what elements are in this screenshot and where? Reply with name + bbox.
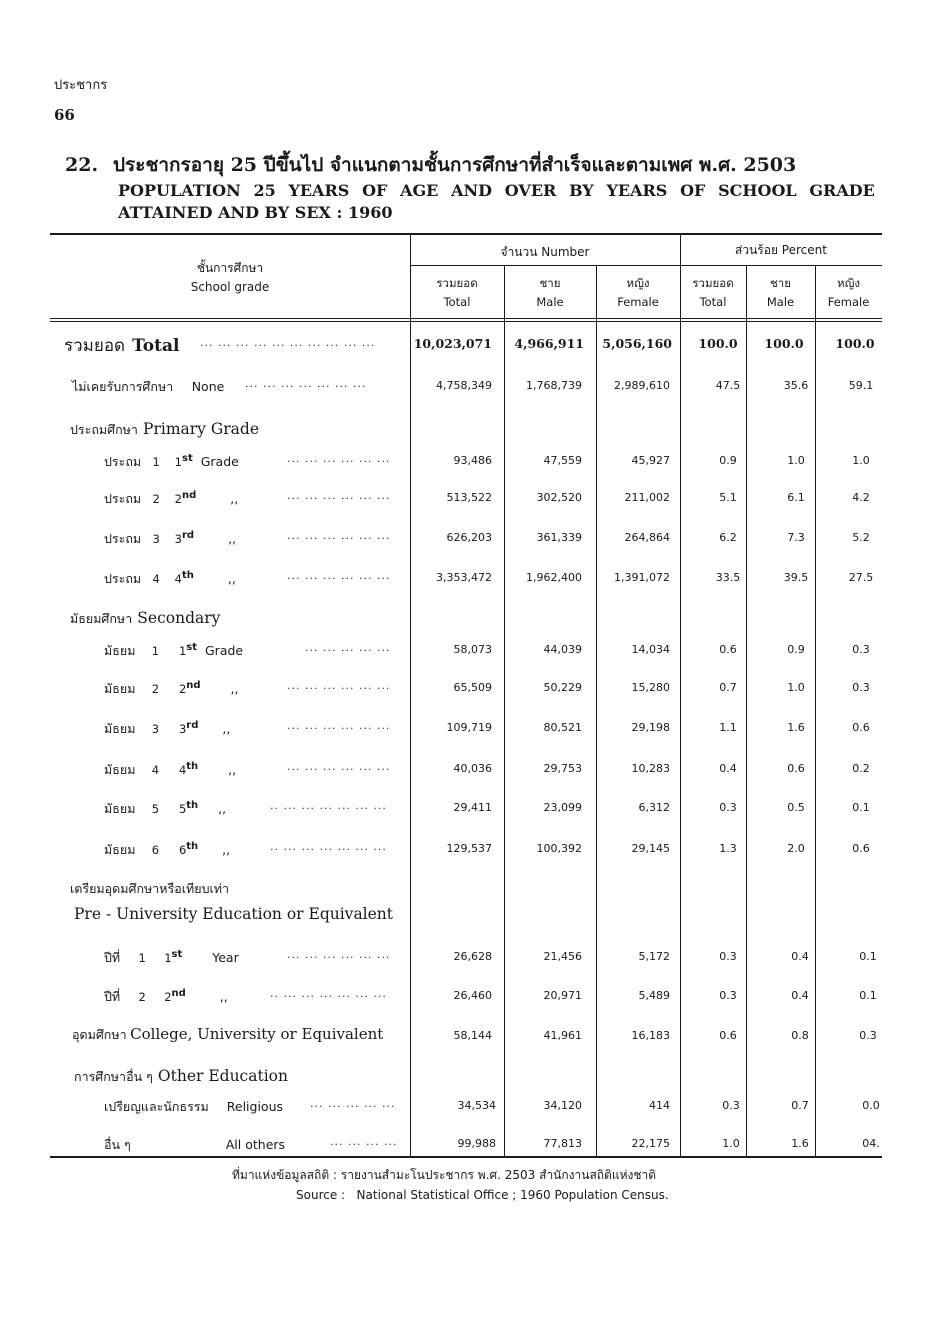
header-bottom-rule xyxy=(50,318,882,319)
cell-female: 29,145 xyxy=(631,842,670,855)
cell-total: 129,537 xyxy=(446,842,492,855)
row-label xyxy=(104,948,239,968)
row-ordinal: 3rd xyxy=(174,530,195,546)
col-header-en: Female xyxy=(827,295,870,309)
number-group-header: จำนวน Number xyxy=(500,245,590,259)
cell-male: 44,039 xyxy=(543,643,582,656)
row-label xyxy=(104,1135,285,1155)
row-label-thai: มัธยม xyxy=(104,681,136,696)
row-ordinal: 5th xyxy=(178,800,199,816)
row-label xyxy=(64,332,179,359)
cell-pct-female: 0.6 xyxy=(852,842,870,855)
cell-pct-total: 1.3 xyxy=(719,842,737,855)
col-header-th: รวมยอด xyxy=(436,276,478,290)
cell-male: 50,229 xyxy=(543,681,582,694)
cell-total: 109,719 xyxy=(446,721,492,734)
cell-female: 264,864 xyxy=(624,531,670,544)
table-row xyxy=(0,377,941,399)
row-label-english: Year xyxy=(212,950,239,965)
cell-female: 15,280 xyxy=(631,681,670,694)
title-word: SCHOOL xyxy=(718,181,797,200)
leader-dots: ... ... ... ... ... ... xyxy=(287,452,391,465)
row-label xyxy=(104,529,236,549)
cell-pct-male: 1.6 xyxy=(791,1137,809,1150)
row-number: 6 xyxy=(151,843,160,857)
row-label-thai: ประถม xyxy=(104,531,142,546)
col-header-male xyxy=(504,274,596,312)
col-header-th: หญิง xyxy=(837,276,860,290)
row-label-thai: ปีที่ xyxy=(104,950,121,965)
row-ordinal: 4th xyxy=(178,761,199,777)
title-english-line2: ATTAINED AND BY SEX : 1960 xyxy=(118,203,393,222)
stub-header xyxy=(150,259,310,297)
cell-pct-total: 0.6 xyxy=(719,1029,737,1042)
title-thai-text: ประชากรอายุ 25 ปีขึ้นไป จำแนกตามชั้นการศึกษาที่สำเร็จและตามเพศ พ.ศ. 2503 xyxy=(113,154,797,176)
cell-male: 21,456 xyxy=(543,950,582,963)
col-header-pct-total xyxy=(680,274,746,312)
source-label: Source : xyxy=(296,1188,346,1202)
col-header-en: Total xyxy=(699,295,727,309)
row-label xyxy=(104,719,230,739)
page-number: 66 xyxy=(54,106,75,124)
cell-pct-total: 0.3 xyxy=(719,801,737,814)
leader-dots: ... ... ... ... ... ... xyxy=(287,489,391,502)
title-word: OF xyxy=(680,181,706,200)
stub-header-english: School grade xyxy=(190,280,270,294)
cell-pct-male: 7.3 xyxy=(787,531,805,544)
row-label-thai: มัธยม xyxy=(104,801,136,816)
leader-dots: ... ... ... ... ... ... ... xyxy=(245,377,367,390)
leader-dots: .. ... ... ... ... ... ... xyxy=(270,799,387,812)
row-label-thai: อื่น ๆ xyxy=(104,1137,131,1152)
cell-female: 414 xyxy=(649,1099,670,1112)
cell-total: 40,036 xyxy=(453,762,492,775)
title-word: YEARS xyxy=(606,181,668,200)
cell-pct-female: 59.1 xyxy=(848,379,874,392)
stub-header-thai: ชั้นการศึกษา xyxy=(196,261,264,275)
col-header-female xyxy=(596,274,680,312)
col-header-pct-male xyxy=(746,274,815,312)
table-top-rule xyxy=(50,233,882,235)
number-group-rule xyxy=(410,265,680,266)
cell-pct-female: 0.3 xyxy=(852,681,870,694)
row-label-thai: มัธยม xyxy=(104,721,136,736)
row-label xyxy=(104,840,230,860)
header-bottom-rule-2 xyxy=(50,321,882,322)
cell-male: 1,962,400 xyxy=(526,571,582,584)
row-label xyxy=(104,569,236,589)
row-label xyxy=(104,987,228,1007)
cell-pct-male: 1.0 xyxy=(787,681,805,694)
leader-dots: ... ... ... ... ... ... xyxy=(287,760,391,773)
row-ordinal: 2nd xyxy=(178,680,201,696)
cell-pct-female: 0.1 xyxy=(852,801,870,814)
cell-pct-male: 0.8 xyxy=(791,1029,809,1042)
row-label-english: Total xyxy=(132,336,180,356)
table-row xyxy=(0,1135,941,1157)
leader-dots: ... ... ... ... ... ... xyxy=(287,719,391,732)
cell-pct-female: 27.5 xyxy=(848,571,874,584)
cell-male: 77,813 xyxy=(543,1137,582,1150)
section-heading-english: Pre - University Education or Equivalent xyxy=(74,905,394,923)
cell-pct-female: 0.1 xyxy=(859,989,877,1002)
row-number: 3 xyxy=(151,722,160,736)
table-row-total xyxy=(0,334,941,356)
leader-dots: .. ... ... ... ... ... ... xyxy=(270,987,387,1000)
row-label-english: ,, xyxy=(222,842,231,857)
cell-pct-male: 0.4 xyxy=(791,989,809,1002)
title-word: AND xyxy=(451,181,493,200)
row-number: 1 xyxy=(151,644,160,658)
title-english-line1 xyxy=(118,180,875,202)
cell-female: 5,489 xyxy=(638,989,670,1002)
row-label-english: ,, xyxy=(227,571,236,586)
cell-total: 93,486 xyxy=(453,454,492,467)
section-heading-other-education xyxy=(74,1066,288,1087)
table-row xyxy=(0,679,941,701)
column-divider xyxy=(596,266,597,1156)
leader-dots: ... ... ... ... ... xyxy=(305,641,391,654)
cell-pct-male: 6.1 xyxy=(787,491,805,504)
section-heading-thai: มัธยมศึกษา xyxy=(70,611,133,626)
leader-dots: .. ... ... ... ... ... ... xyxy=(270,840,387,853)
cell-male: 41,961 xyxy=(543,1029,582,1042)
cell-pct-male: 1.6 xyxy=(787,721,805,734)
cell-female: 5,172 xyxy=(638,950,670,963)
cell-pct-female: 100.0 xyxy=(835,336,875,351)
col-header-en: Female xyxy=(617,295,659,309)
row-label-thai: มัธยม xyxy=(104,842,136,857)
row-ordinal: 1st xyxy=(178,642,197,658)
row-label-thai: ไม่เคยรับการศึกษา xyxy=(72,379,174,394)
row-label-thai: เปรียญและนักธรรม xyxy=(104,1099,209,1114)
row-label-thai: ปีที่ xyxy=(104,989,121,1004)
row-label-thai: มัธยม xyxy=(104,643,136,658)
cell-male: 20,971 xyxy=(543,989,582,1002)
col-header-pct-female xyxy=(815,274,882,312)
source-note-thai: ที่มาแห่งข้อมูลสถิติ : รายงานสำมะโนประชากร พ.ศ. 2503 สำนักงานสถิติแห่งชาติ xyxy=(232,1168,657,1182)
cell-pct-total: 0.3 xyxy=(719,989,737,1002)
cell-total: 58,144 xyxy=(453,1029,492,1042)
cell-pct-female: 1.0 xyxy=(852,454,870,467)
leader-dots: ... ... ... ... ... ... ... ... ... ... xyxy=(200,336,376,349)
row-number: 4 xyxy=(152,572,160,586)
table-row xyxy=(0,569,941,591)
cell-total: 26,628 xyxy=(453,950,492,963)
cell-female: 1,391,072 xyxy=(614,571,670,584)
cell-male: 23,099 xyxy=(543,801,582,814)
row-label-thai: อุดมศึกษา xyxy=(72,1027,127,1042)
cell-male: 80,521 xyxy=(543,721,582,734)
col-header-th: หญิง xyxy=(626,276,650,290)
title-word: POPULATION xyxy=(118,181,241,200)
cell-female: 22,175 xyxy=(631,1137,670,1150)
row-label-english: Grade xyxy=(200,454,239,469)
cell-total: 626,203 xyxy=(446,531,492,544)
table-row xyxy=(0,489,941,511)
cell-male: 34,120 xyxy=(543,1099,582,1112)
cell-pct-total: 0.6 xyxy=(719,643,737,656)
table-row xyxy=(0,987,941,1009)
cell-pct-total: 47.5 xyxy=(715,379,741,392)
leader-dots: ... ... ... ... ... ... xyxy=(287,529,391,542)
cell-male: 302,520 xyxy=(536,491,582,504)
percent-group-header: ส่วนร้อย Percent xyxy=(735,243,827,257)
cell-pct-female: 0.0 xyxy=(862,1099,880,1112)
cell-pct-male: 0.7 xyxy=(791,1099,809,1112)
cell-female: 2,989,610 xyxy=(614,379,670,392)
table-row xyxy=(0,452,941,474)
cell-pct-male: 2.0 xyxy=(787,842,805,855)
title-word: OF xyxy=(362,181,388,200)
row-number: 1 xyxy=(138,951,146,965)
leader-dots: ... ... ... ... ... ... xyxy=(287,948,391,961)
title-word: OVER xyxy=(504,181,557,200)
cell-male: 4,966,911 xyxy=(514,336,584,351)
cell-pct-female: 04. xyxy=(862,1137,880,1150)
row-label-english: ,, xyxy=(218,801,227,816)
row-label xyxy=(104,679,239,699)
cell-pct-male: 100.0 xyxy=(764,336,804,351)
col-header-en: Total xyxy=(443,295,471,309)
title-word: AGE xyxy=(400,181,439,200)
row-label xyxy=(72,1025,383,1045)
table-row xyxy=(0,1097,941,1119)
row-number: 4 xyxy=(151,763,160,777)
row-label-english: ,, xyxy=(228,531,237,546)
row-label xyxy=(104,452,239,472)
cell-total: 10,023,071 xyxy=(413,336,492,351)
cell-pct-female: 0.3 xyxy=(852,643,870,656)
table-row xyxy=(0,799,941,821)
cell-male: 47,559 xyxy=(543,454,582,467)
cell-pct-total: 0.3 xyxy=(722,1099,740,1112)
cell-female: 29,198 xyxy=(631,721,670,734)
row-ordinal: 2nd xyxy=(174,490,197,506)
cell-total: 3,353,472 xyxy=(436,571,492,584)
leader-dots: ... ... ... ... ... xyxy=(310,1097,396,1110)
cell-male: 29,753 xyxy=(543,762,582,775)
table-number: 22. xyxy=(65,154,99,176)
cell-pct-male: 0.5 xyxy=(787,801,805,814)
cell-total: 29,411 xyxy=(453,801,492,814)
section-heading-thai: การศึกษาอื่น ๆ xyxy=(74,1069,153,1084)
cell-pct-total: 0.4 xyxy=(719,762,737,775)
row-label-english: ,, xyxy=(230,681,239,696)
cell-pct-total: 5.1 xyxy=(719,491,737,504)
row-label-thai: ประถม xyxy=(104,491,142,506)
row-ordinal: 1st xyxy=(174,453,193,469)
row-label xyxy=(104,760,236,780)
cell-total: 99,988 xyxy=(457,1137,496,1150)
section-heading-pre-university xyxy=(70,879,393,923)
col-header-th: ชาย xyxy=(769,276,791,290)
cell-female: 10,283 xyxy=(631,762,670,775)
row-label xyxy=(104,1097,283,1117)
cell-pct-male: 1.0 xyxy=(787,454,805,467)
row-label-english: ,, xyxy=(222,721,231,736)
cell-pct-male: 35.6 xyxy=(783,379,809,392)
cell-pct-total: 0.9 xyxy=(719,454,737,467)
row-label-english: ,, xyxy=(228,762,237,777)
cell-pct-female: 0.3 xyxy=(859,1029,877,1042)
column-divider xyxy=(815,266,816,1156)
cell-male: 100,392 xyxy=(536,842,582,855)
cell-pct-female: 5.2 xyxy=(852,531,870,544)
row-label xyxy=(104,489,238,509)
row-label-thai: รวมยอด xyxy=(64,336,126,356)
col-header-th: รวมยอด xyxy=(692,276,734,290)
section-heading-thai: ประถมศึกษา xyxy=(70,422,138,437)
title-english xyxy=(118,180,875,224)
cell-total: 58,073 xyxy=(453,643,492,656)
percent-group-rule xyxy=(680,265,882,266)
col-header-en: Male xyxy=(536,295,564,309)
source-note-english xyxy=(296,1188,669,1202)
row-label-thai: ประถม xyxy=(104,571,142,586)
row-label-english: Religious xyxy=(226,1099,283,1114)
running-head: ประชากร xyxy=(54,78,108,93)
cell-female: 14,034 xyxy=(631,643,670,656)
cell-pct-female: 4.2 xyxy=(852,491,870,504)
cell-pct-male: 39.5 xyxy=(783,571,809,584)
cell-total: 26,460 xyxy=(453,989,492,1002)
title-thai xyxy=(65,150,875,180)
row-label-thai: ประถม xyxy=(104,454,142,469)
cell-female: 16,183 xyxy=(631,1029,670,1042)
cell-pct-female: 0.1 xyxy=(859,950,877,963)
cell-male: 1,768,739 xyxy=(526,379,582,392)
section-heading-secondary xyxy=(70,608,220,629)
row-label-english: ,, xyxy=(219,989,228,1004)
row-number: 5 xyxy=(151,802,160,816)
cell-female: 6,312 xyxy=(638,801,670,814)
cell-pct-total: 100.0 xyxy=(698,336,738,351)
row-label-english: ,, xyxy=(230,491,239,506)
row-label-english: All others xyxy=(225,1137,286,1152)
cell-total: 34,534 xyxy=(457,1099,496,1112)
section-heading-english: Primary Grade xyxy=(143,420,259,438)
table-row xyxy=(0,719,941,741)
table-title xyxy=(65,150,875,224)
row-ordinal: 3rd xyxy=(178,720,199,736)
table-row xyxy=(0,948,941,970)
col-header-en: Male xyxy=(766,295,795,309)
column-divider xyxy=(504,266,505,1156)
cell-total: 513,522 xyxy=(446,491,492,504)
row-number: 2 xyxy=(152,492,160,506)
cell-pct-male: 0.6 xyxy=(787,762,805,775)
row-number: 2 xyxy=(151,682,160,696)
cell-female: 211,002 xyxy=(624,491,670,504)
column-divider xyxy=(746,266,747,1156)
title-word: 25 xyxy=(253,181,276,200)
title-word: BY xyxy=(569,181,594,200)
row-number: 2 xyxy=(138,990,146,1004)
row-label-thai: มัธยม xyxy=(104,762,136,777)
cell-pct-female: 0.2 xyxy=(852,762,870,775)
row-label-english: Grade xyxy=(205,643,244,658)
section-heading-primary xyxy=(70,419,259,440)
cell-pct-total: 1.1 xyxy=(719,721,737,734)
row-ordinal: 4th xyxy=(174,570,194,586)
cell-pct-male: 0.9 xyxy=(787,643,805,656)
cell-pct-total: 0.3 xyxy=(719,950,737,963)
leader-dots: ... ... ... ... ... ... xyxy=(287,679,391,692)
cell-pct-total: 33.5 xyxy=(715,571,741,584)
cell-female: 5,056,160 xyxy=(602,336,672,351)
cell-female: 45,927 xyxy=(631,454,670,467)
row-number: 3 xyxy=(152,532,160,546)
col-header-th: ชาย xyxy=(539,276,561,290)
source-text: National Statistical Office ; 1960 Population Census. xyxy=(356,1188,669,1202)
row-ordinal: 1st xyxy=(164,949,183,965)
cell-pct-total: 1.0 xyxy=(722,1137,740,1150)
cell-pct-female: 0.6 xyxy=(852,721,870,734)
row-label-english: None xyxy=(191,379,225,394)
title-word: YEARS xyxy=(288,181,350,200)
table-row xyxy=(0,641,941,663)
leader-dots: ... ... ... ... ... ... xyxy=(287,569,391,582)
cell-pct-total: 6.2 xyxy=(719,531,737,544)
title-word: GRADE xyxy=(809,181,875,200)
section-heading-english: Other Education xyxy=(157,1067,288,1085)
table-row xyxy=(0,840,941,862)
row-label xyxy=(72,377,224,397)
cell-total: 65,509 xyxy=(453,681,492,694)
leader-dots: ... ... ... ... xyxy=(330,1135,398,1148)
row-ordinal: 6th xyxy=(178,841,199,857)
row-label-english: College, University or Equivalent xyxy=(130,1025,384,1043)
section-heading-english: Secondary xyxy=(137,609,221,627)
cell-pct-total: 0.7 xyxy=(719,681,737,694)
cell-male: 361,339 xyxy=(536,531,582,544)
col-header-total xyxy=(410,274,504,312)
row-label xyxy=(104,799,226,819)
table-row xyxy=(0,760,941,782)
row-ordinal: 2nd xyxy=(164,988,186,1004)
cell-pct-male: 0.4 xyxy=(791,950,809,963)
table-row xyxy=(0,529,941,551)
cell-total: 4,758,349 xyxy=(436,379,492,392)
section-heading-thai: เตรียมอุดมศึกษาหรือเทียบเท่า xyxy=(70,881,230,896)
row-number: 1 xyxy=(152,455,160,469)
row-label xyxy=(104,641,243,661)
table-row-college xyxy=(0,1027,941,1049)
